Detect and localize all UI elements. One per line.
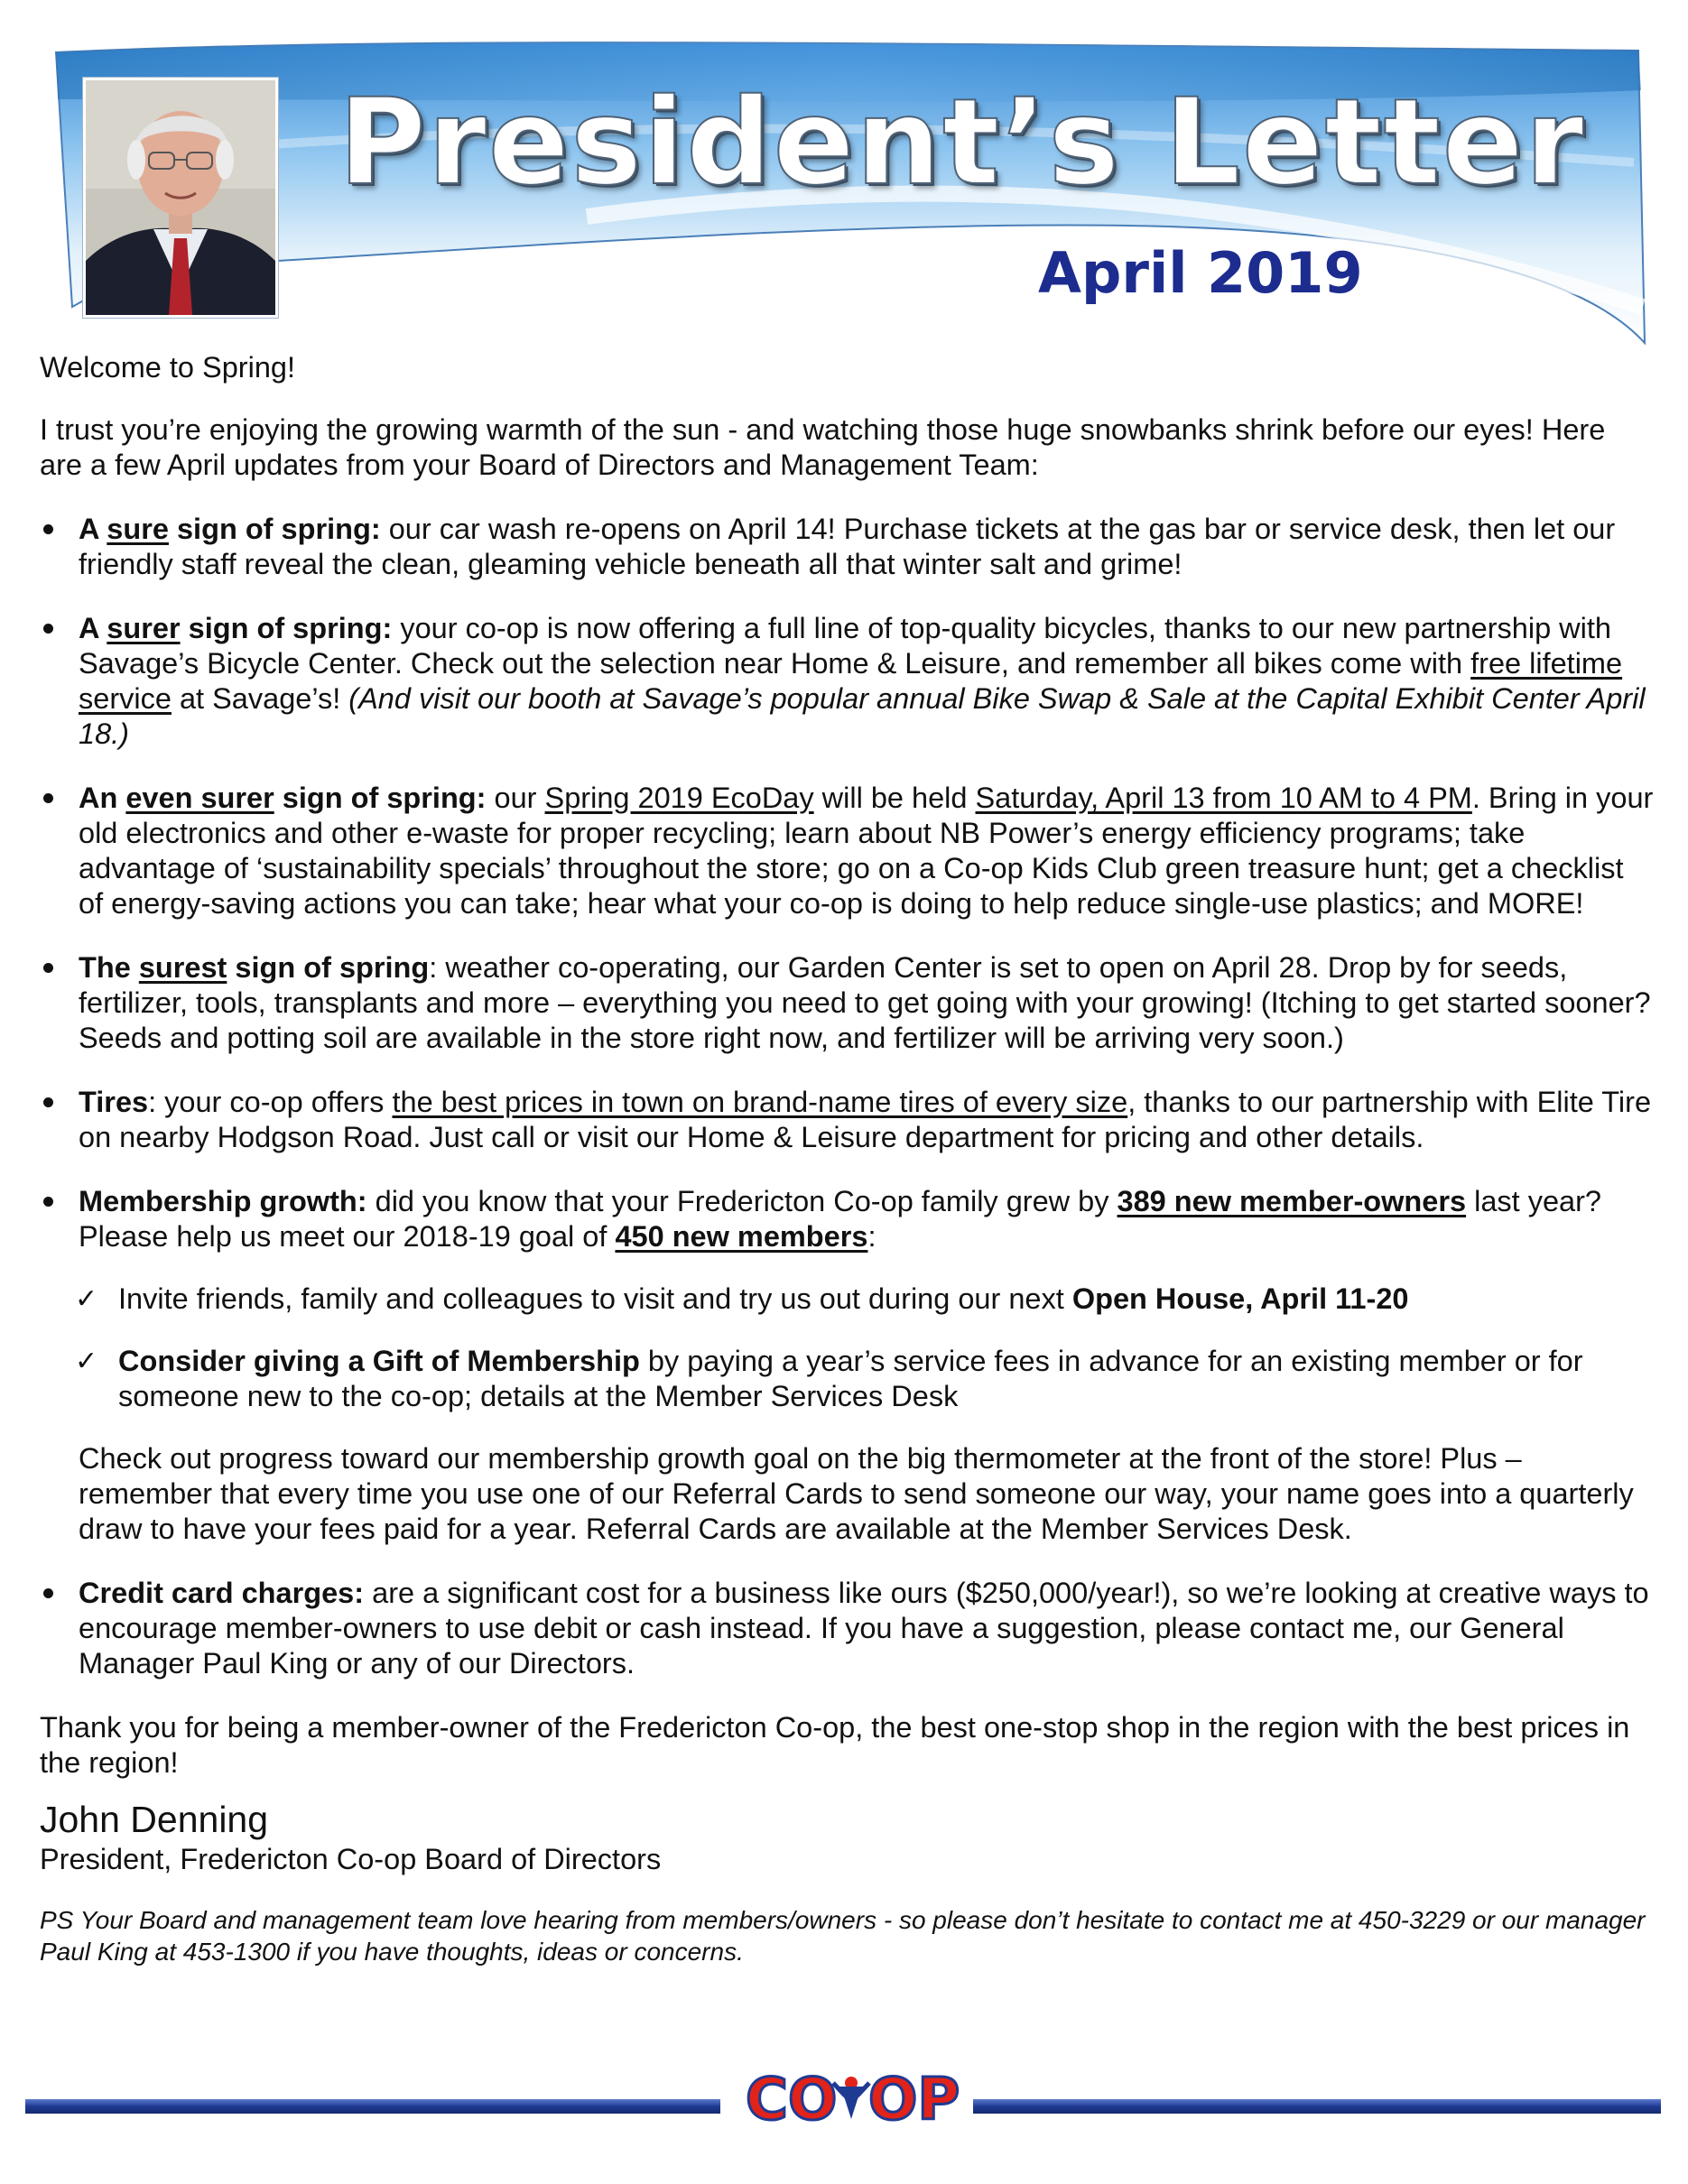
free-lifetime-service-text: free lifetime service (79, 647, 1623, 715)
checkmark-icon: ✓ (75, 1346, 98, 1377)
header-banner (45, 36, 1652, 352)
list-item-credit-card: Credit card charges: are a significant cost for a business like ours ($250,000/year!), so we’re looking at creative ways to encourage member-owners to use debit or cash instead. If you have a suggestion, please contact me, our General Manager Paul King or any of our Directors. (40, 1576, 1656, 1681)
list-item-membership: Membership growth: did you know that your Fredericton Co-op family grew by 389 new member-owners last year? Please help us meet our 2018-19 goal of 450 new members: ✓ Invite friends, family and colleagues to visit and try us out during our next Open House, April 11-20 ✓ Consider giving a Gift of Membership by paying a year’s service fees in advance for an existing member or for someone new to the co-op; details at the Member Services Desk Check out progress toward our membership growth goal on the big thermometer at the front of the store! Plus – remember that every time you use one of our Referral Cards to send someone our way, your name goes into a quarterly draw to have your fees paid for a year. Referral Cards are available at the Member Services Desk. (40, 1184, 1656, 1547)
list-item-bicycles: A surer sign of spring: your co-op is now offering a full line of top-quality bicycles, thanks to our new partnership with Savage’s Bicycle Center. Check out the selection near Home & Leisure, and remember all bikes come with free lifetime service at Savage’s! (And visit our booth at Savage’s popular annual Bike Swap & Sale at the Capital Exhibit Center April 18.) (40, 611, 1656, 752)
checkmark-icon: ✓ (75, 1283, 98, 1315)
svg-text:CO: CO (746, 2067, 838, 2132)
banner-title: President’s Letter (339, 73, 1586, 212)
footer (25, 2059, 1661, 2132)
letter-body (40, 350, 1656, 1967)
membership-checklist (75, 1282, 1656, 1414)
signature-name: John Denning (40, 1799, 269, 1840)
list-item-ecoday: An even surer sign of spring: our Spring 2019 EcoDay will be held Saturday, April 13 from 10 AM to 4 PM. Bring in your old electronics and other e-waste for proper recycling; learn about NB Power’s energy efficiency programs; take advantage of ‘sustainability specials’ throughout the store; go on a Co-op Kids Club green treasure hunt; get a checklist of energy-saving actions you can take; hear what your co-op is doing to help reduce single-use plastics; and MORE! (40, 781, 1656, 921)
intro-paragraph: I trust you’re enjoying the growing warmth of the sun - and watching those huge snowbanks shrink before our eyes! Here are a few April updates from your Board of Directors and Management Team: (40, 413, 1606, 481)
list-item-tires: Tires: your co-op offers the best prices in town on brand-name tires of every size, thanks to our partnership with Elite Tire on nearby Hodgson Road. Just call or visit our Home & Leisure department for pricing and other details. (40, 1085, 1656, 1155)
closing-paragraph: Thank you for being a member-owner of the Fredericton Co-op, the best one-stop shop in the region with the best prices in the region! (40, 1711, 1630, 1779)
checklist-item-gift: ✓ Consider giving a Gift of Membership by paying a year’s service fees in advance for an existing member or for someone new to the co-op; details at the Member Services Desk (75, 1345, 1583, 1412)
svg-text:OP: OP (868, 2067, 960, 2132)
ecoday-date-text: Saturday, April 13 from 10 AM to 4 PM (975, 782, 1472, 814)
postscript: PS Your Board and management team love hearing from members/owners - so please don’t hesitate to contact me at 450-3229 or our manager Paul King at 453-1300 if you have thoughts, ideas or concerns. (40, 1906, 1646, 1966)
banner-date: April 2019 (1038, 240, 1363, 306)
checklist-item-open-house: ✓ Invite friends, family and colleagues to visit and try us out during our next Open House, April 11-20 (75, 1282, 1409, 1315)
list-item-garden-center: The surest sign of spring: weather co-operating, our Garden Center is set to open on April 28. Drop by for seeds, fertilizer, tools, transplants and more – everything you need to get going with your growing! (Itching to get started sooner? Seeds and potting soil are available in the store right now, and fertilizer will be arriving very soon.) (40, 950, 1656, 1056)
membership-follow-up: Check out progress toward our membership growth goal on the big thermometer at the front of the store! Plus – remember that every time you use one of our Referral Cards to send someone our way, your name goes into a quarterly draw to have your fees paid for a year. Referral Cards are available at the Member Services Desk. (79, 1442, 1634, 1545)
coop-logo-icon (25, 2059, 1661, 2132)
signature-title: President, Fredericton Co-op Board of Directors (40, 1843, 662, 1875)
update-list (40, 512, 1656, 1681)
president-portrait (83, 78, 278, 318)
list-item-car-wash: A sure sign of spring: our car wash re-opens on April 14! Purchase tickets at the gas bar or service desk, then let our friendly staff reveal the clean, gleaming vehicle beneath all that winter salt and grime! (40, 512, 1656, 582)
greeting: Welcome to Spring! (40, 351, 295, 384)
ecoday-text: Spring 2019 EcoDay (544, 782, 814, 814)
